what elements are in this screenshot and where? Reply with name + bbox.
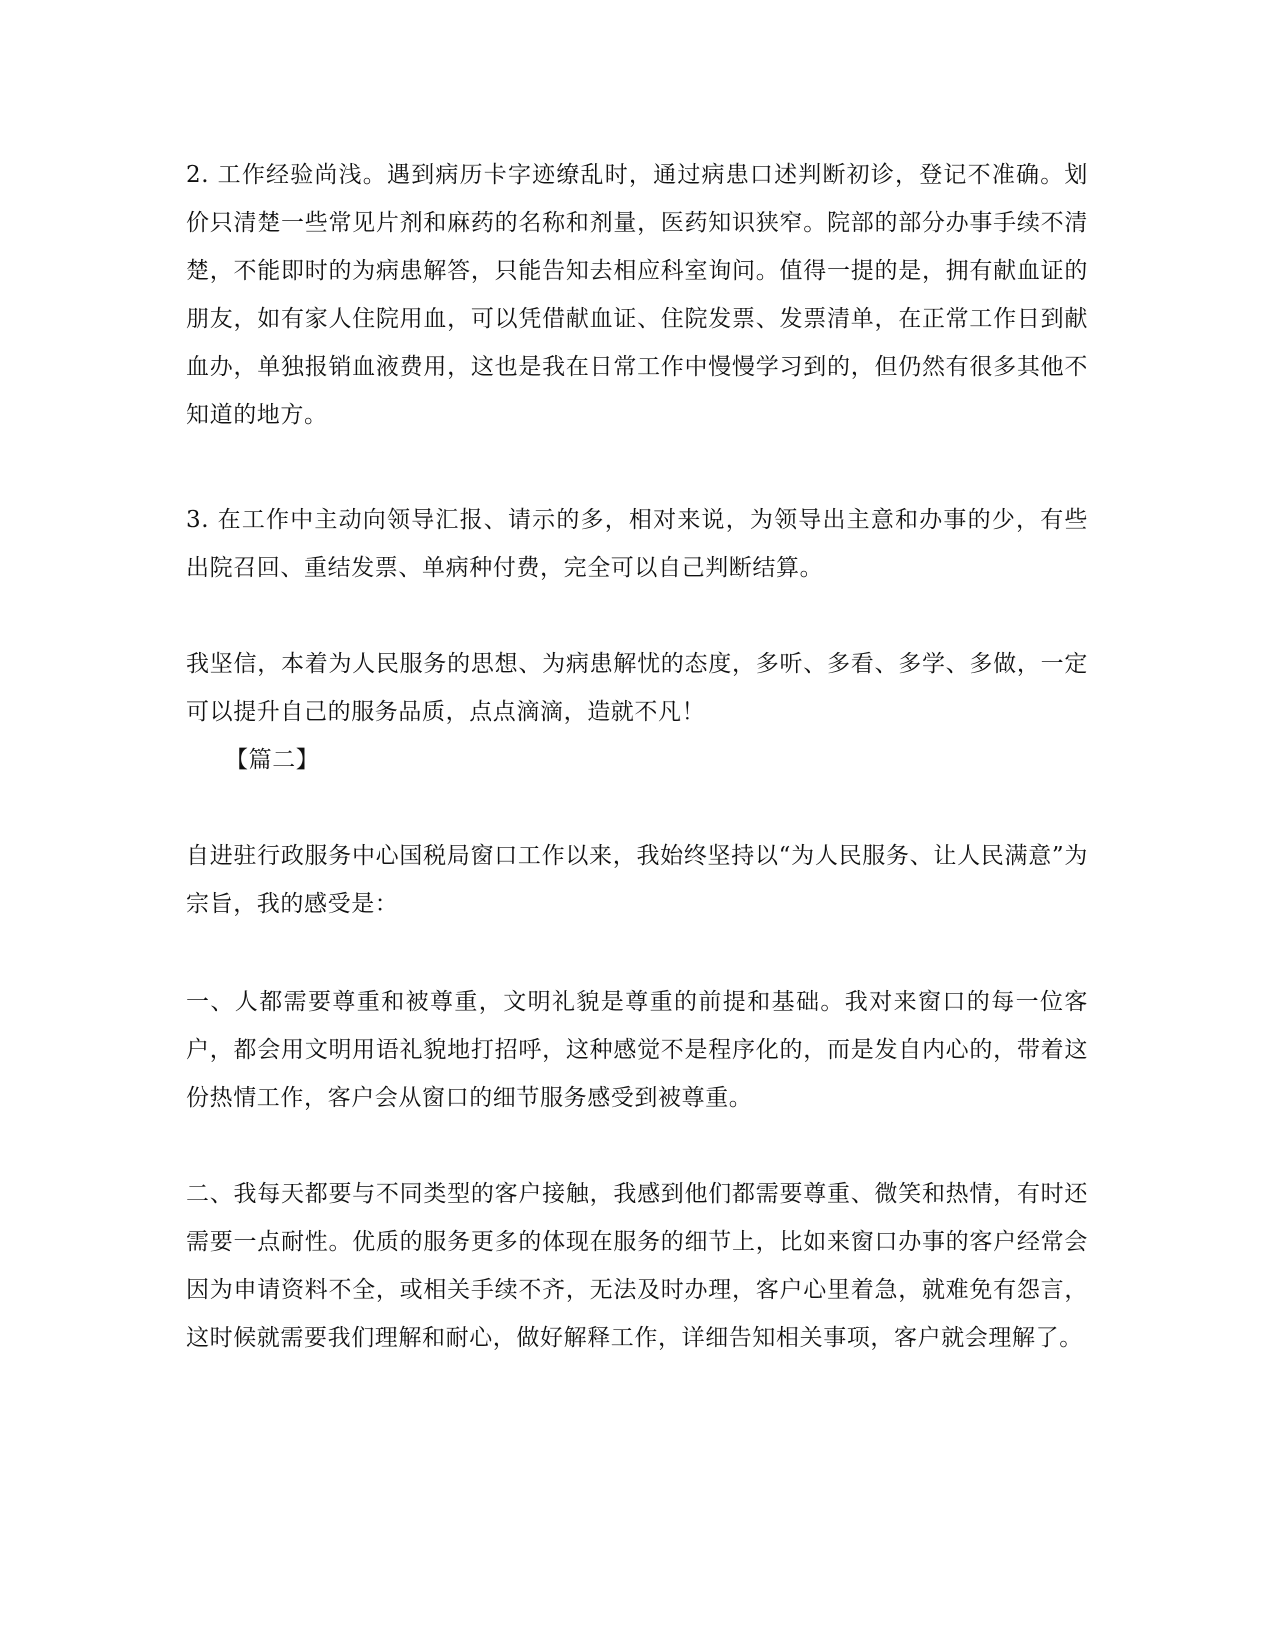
paragraph-reporting: 3. 在工作中主动向领导汇报、请示的多，相对来说，为领导出主意和办事的少，有些出院召回、重结发票、单病种付费，完全可以自己判断结算。 [186,507,1088,581]
paragraph-respect: 一、人都需要尊重和被尊重，文明礼貌是尊重的前提和基础。我对来窗口的每一位客户，都会用文明用语礼貌地打招呼，这种感觉不是程序化的，而是发自内心的，带着这份热情工作，客户会从窗口的细节服务感受到被尊重。 [186,989,1088,1111]
section-heading: 【篇二】 [225,747,320,773]
paragraph-conclusion: 我坚信，本着为人民服务的思想、为病患解忧的态度，多听、多看、多学、多做，一定可以提升自己的服务品质，点点滴滴，造就不凡！ [186,651,1088,725]
paragraph-work-experience: 2. 工作经验尚浅。遇到病历卡字迹缭乱时，通过病患口述判断初诊，登记不准确。划价只清楚一些常见片剂和麻药的名称和剂量，医药知识狭窄。院部的部分办事手续不清楚，不能即时的为病患解答，只能告知去相应科室询问。值得一提的是，拥有献血证的朋友，如有家人住院用血，可以凭借献血证、住院发票、发票清单，在正常工作日到献血办，单独报销血液费用，这也是我在日常工作中慢慢学习到的，但仍然有很多其他不知道的地方。 [186,162,1088,428]
paragraph-intro: 自进驻行政服务中心国税局窗口工作以来，我始终坚持以“为人民服务、让人民满意”为宗旨，我的感受是： [186,843,1088,917]
paragraph-patience: 二、我每天都要与不同类型的客户接触，我感到他们都需要尊重、微笑和热情，有时还需要一点耐性。优质的服务更多的体现在服务的细节上，比如来窗口办事的客户经常会因为申请资料不全，或相关手续不齐，无法及时办理，客户心里着急，就难免有怨言，这时候就需要我们理解和耐心，做好解释工作，详细告知相关事项，客户就会理解了。 [186,1181,1088,1351]
